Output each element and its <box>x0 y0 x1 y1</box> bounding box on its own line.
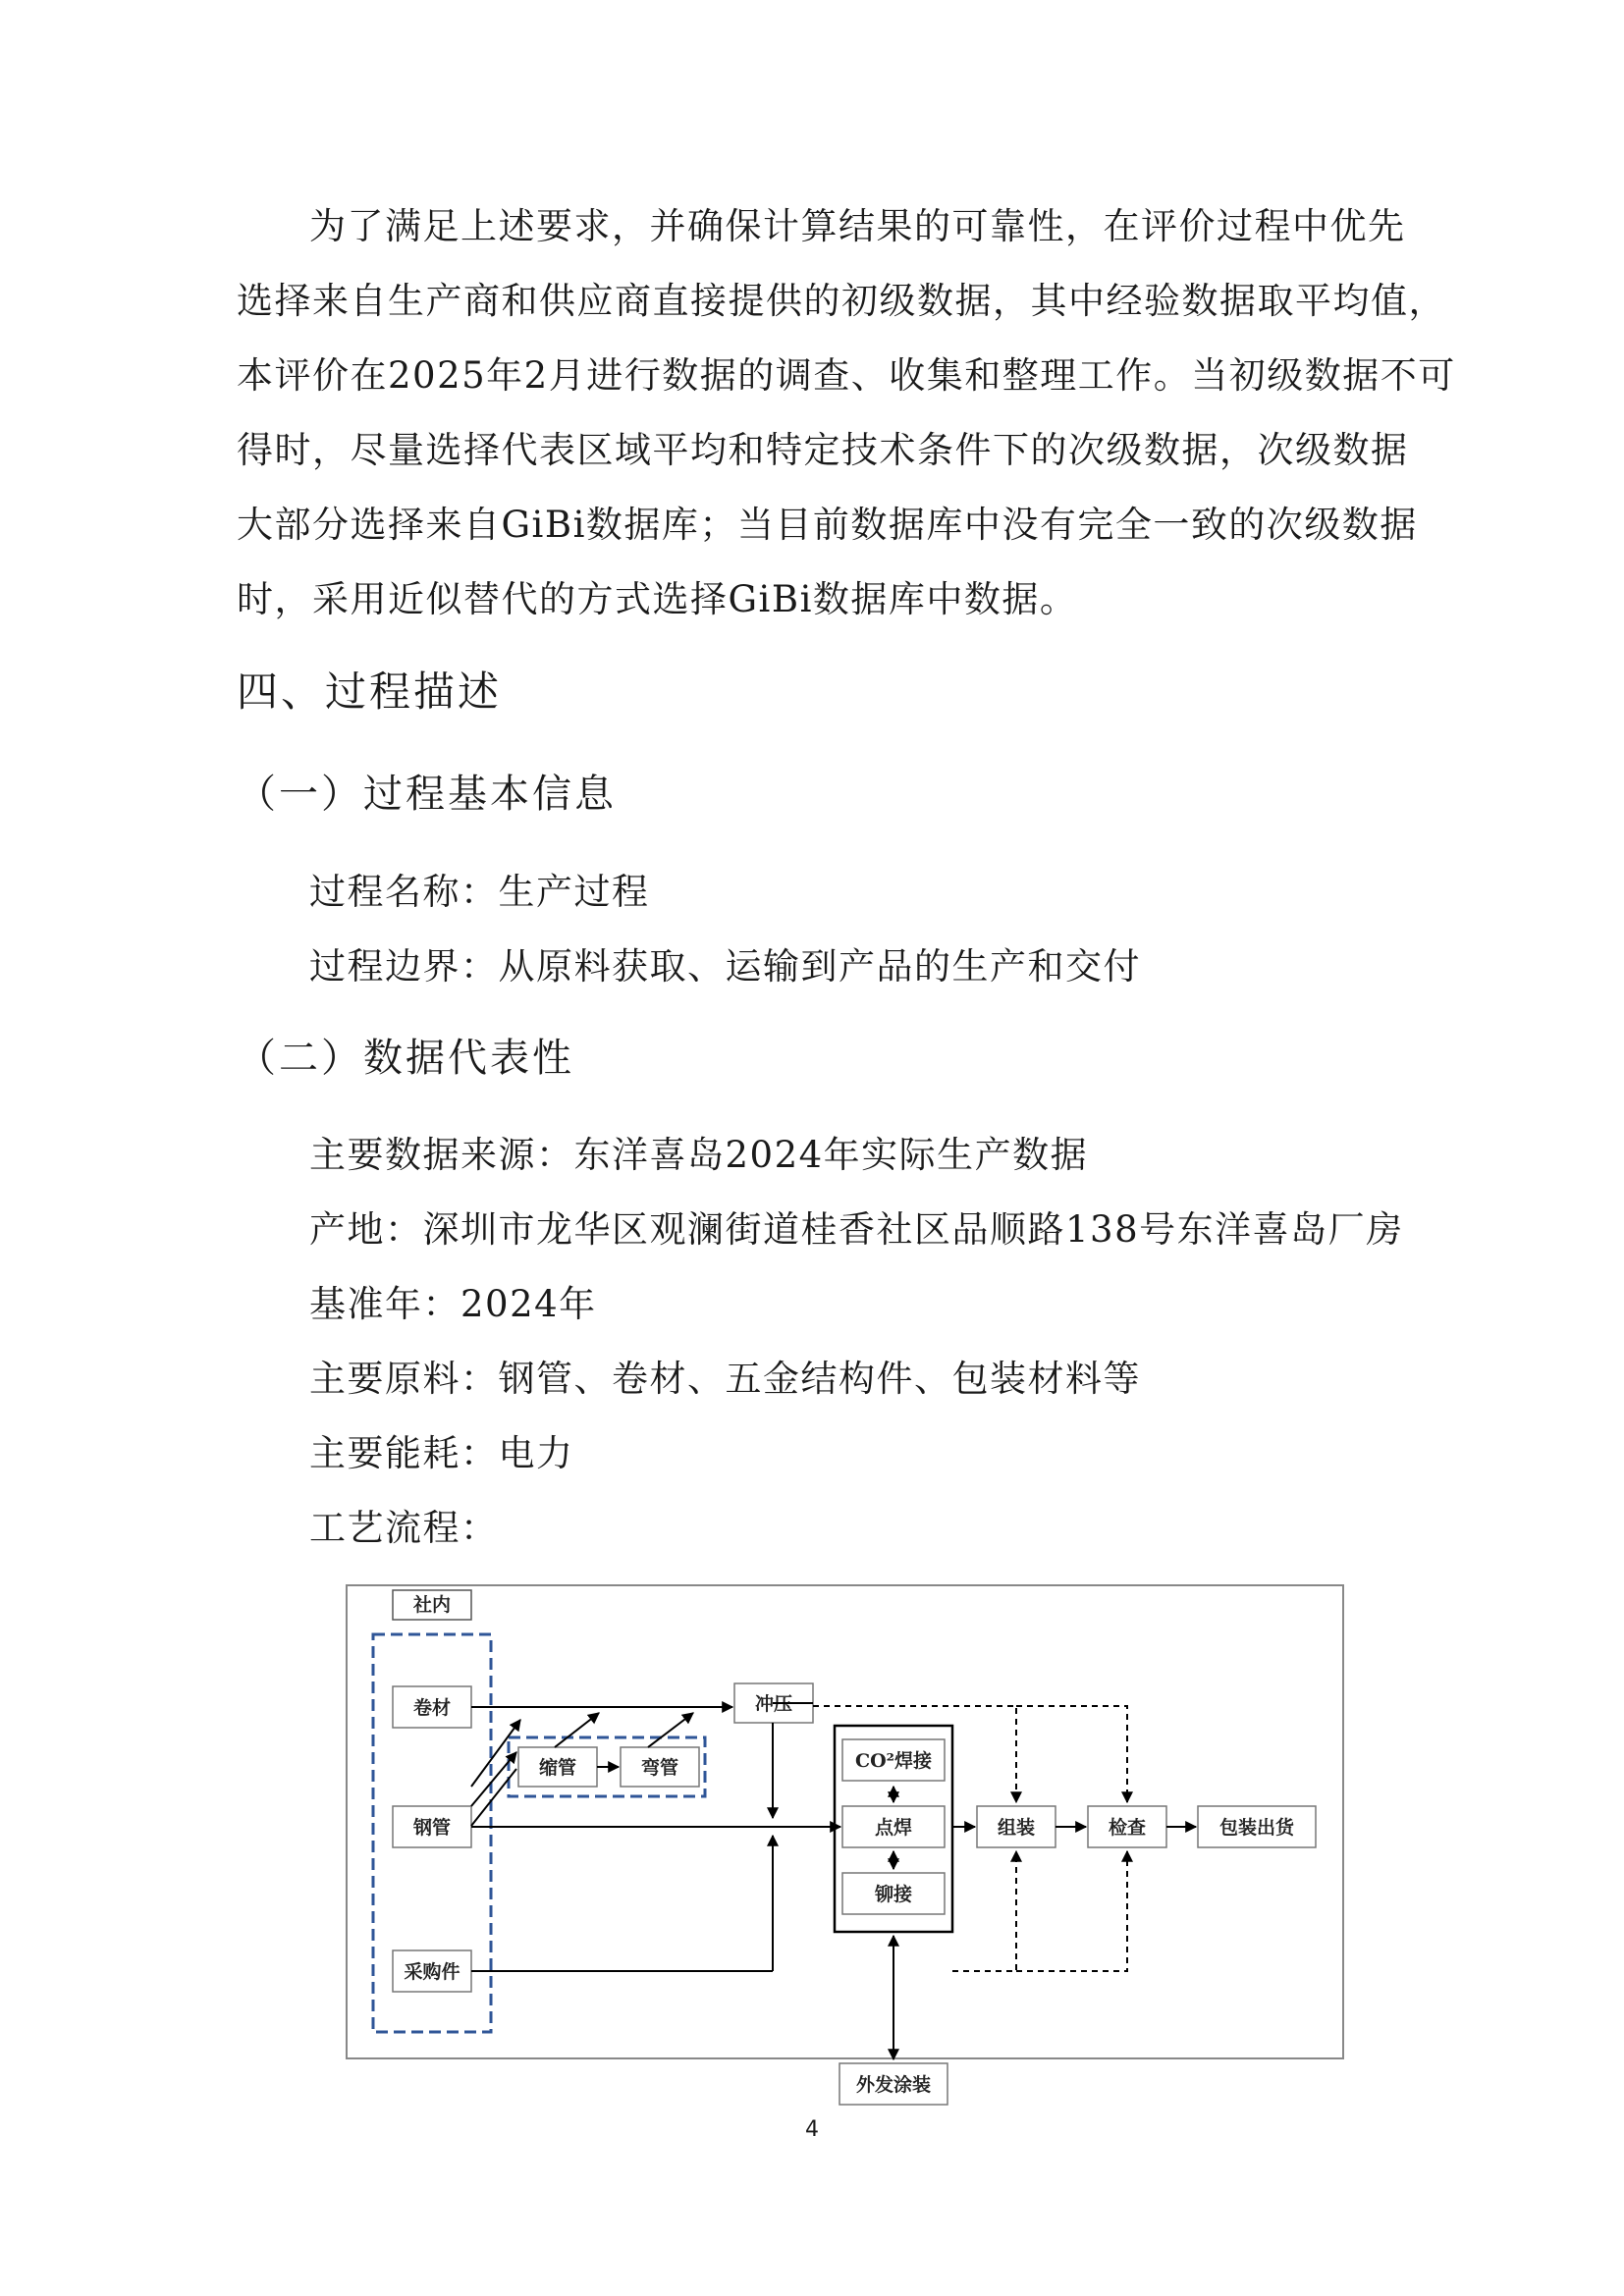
intro-paragraph <box>237 189 1456 637</box>
node-purchased-label: 采购件 <box>404 1961 460 1983</box>
process-flow-diagram <box>334 1561 1355 2110</box>
node-rivet-label: 铆接 <box>874 1884 913 1905</box>
subsection-title-basic-info: （一）过程基本信息 <box>237 772 617 817</box>
paragraph-line: 为了满足上述要求，并确保计算结果的可靠性，在评价过程中优先 <box>309 205 1406 247</box>
node-shrink <box>518 1747 597 1787</box>
subsection-title-data-representativeness: （二）数据代表性 <box>237 1036 574 1081</box>
node-spot-weld-label: 点焊 <box>874 1817 913 1839</box>
paragraph-line: 本评价在2025年2月进行数据的调查、收集和整理工作。当初级数据不可 <box>237 354 1456 397</box>
process-name: 过程名称：生产过程 <box>309 871 650 913</box>
process-boundary: 过程边界：从原料获取、运输到产品的生产和交付 <box>309 945 1141 988</box>
paragraph-line: 时，采用近似替代的方式选择GiBi数据库中数据。 <box>237 578 1078 620</box>
node-stamping-label: 冲压 <box>754 1693 793 1715</box>
node-bend <box>621 1747 699 1787</box>
process-flow-label: 工艺流程： <box>309 1507 499 1549</box>
production-location: 产地：深圳市龙华区观澜街道桂香社区品顺路138号东洋喜岛厂房 <box>309 1208 1404 1251</box>
node-shrink-label: 缩管 <box>538 1757 577 1779</box>
node-spot-weld <box>842 1806 945 1847</box>
node-co2-weld <box>842 1739 945 1781</box>
node-bend-label: 弯管 <box>640 1757 679 1779</box>
node-rivet <box>842 1873 945 1914</box>
node-outsource-coating <box>839 2063 947 2105</box>
paragraph-line: 得时，尽量选择代表区域平均和特定技术条件下的次级数据，次级数据 <box>237 429 1409 471</box>
node-assembly <box>977 1806 1056 1847</box>
node-packing-label: 包装出货 <box>1218 1817 1295 1839</box>
energy-consumption: 主要能耗：电力 <box>309 1432 574 1474</box>
raw-materials: 主要原料：钢管、卷材、五金结构件、包装材料等 <box>309 1358 1141 1400</box>
data-source: 主要数据来源：东洋喜岛2024年实际生产数据 <box>309 1134 1089 1176</box>
paragraph-line: 选择来自生产商和供应商直接提供的初级数据，其中经验数据取平均值， <box>237 280 1446 322</box>
page-number: 4 <box>805 2117 819 2142</box>
node-steel-pipe-label: 钢管 <box>412 1817 452 1839</box>
node-inspection <box>1088 1806 1166 1847</box>
node-coil-label: 卷材 <box>412 1697 452 1719</box>
node-inspection-label: 检查 <box>1108 1817 1147 1839</box>
node-packing <box>1198 1806 1316 1847</box>
node-steel-pipe <box>393 1806 471 1847</box>
node-assembly-label: 组装 <box>997 1817 1036 1839</box>
paragraph-line: 大部分选择来自GiBi数据库；当目前数据库中没有完全一致的次级数据 <box>237 504 1418 546</box>
node-outsource-coating-label: 外发涂装 <box>855 2074 932 2096</box>
node-purchased <box>393 1950 471 1992</box>
base-year: 基准年：2024年 <box>309 1283 597 1325</box>
node-coil <box>393 1686 471 1728</box>
group-label: 社内 <box>412 1594 452 1616</box>
section-title: 四、过程描述 <box>237 667 503 716</box>
node-co2-weld-label: CO²焊接 <box>855 1750 932 1772</box>
